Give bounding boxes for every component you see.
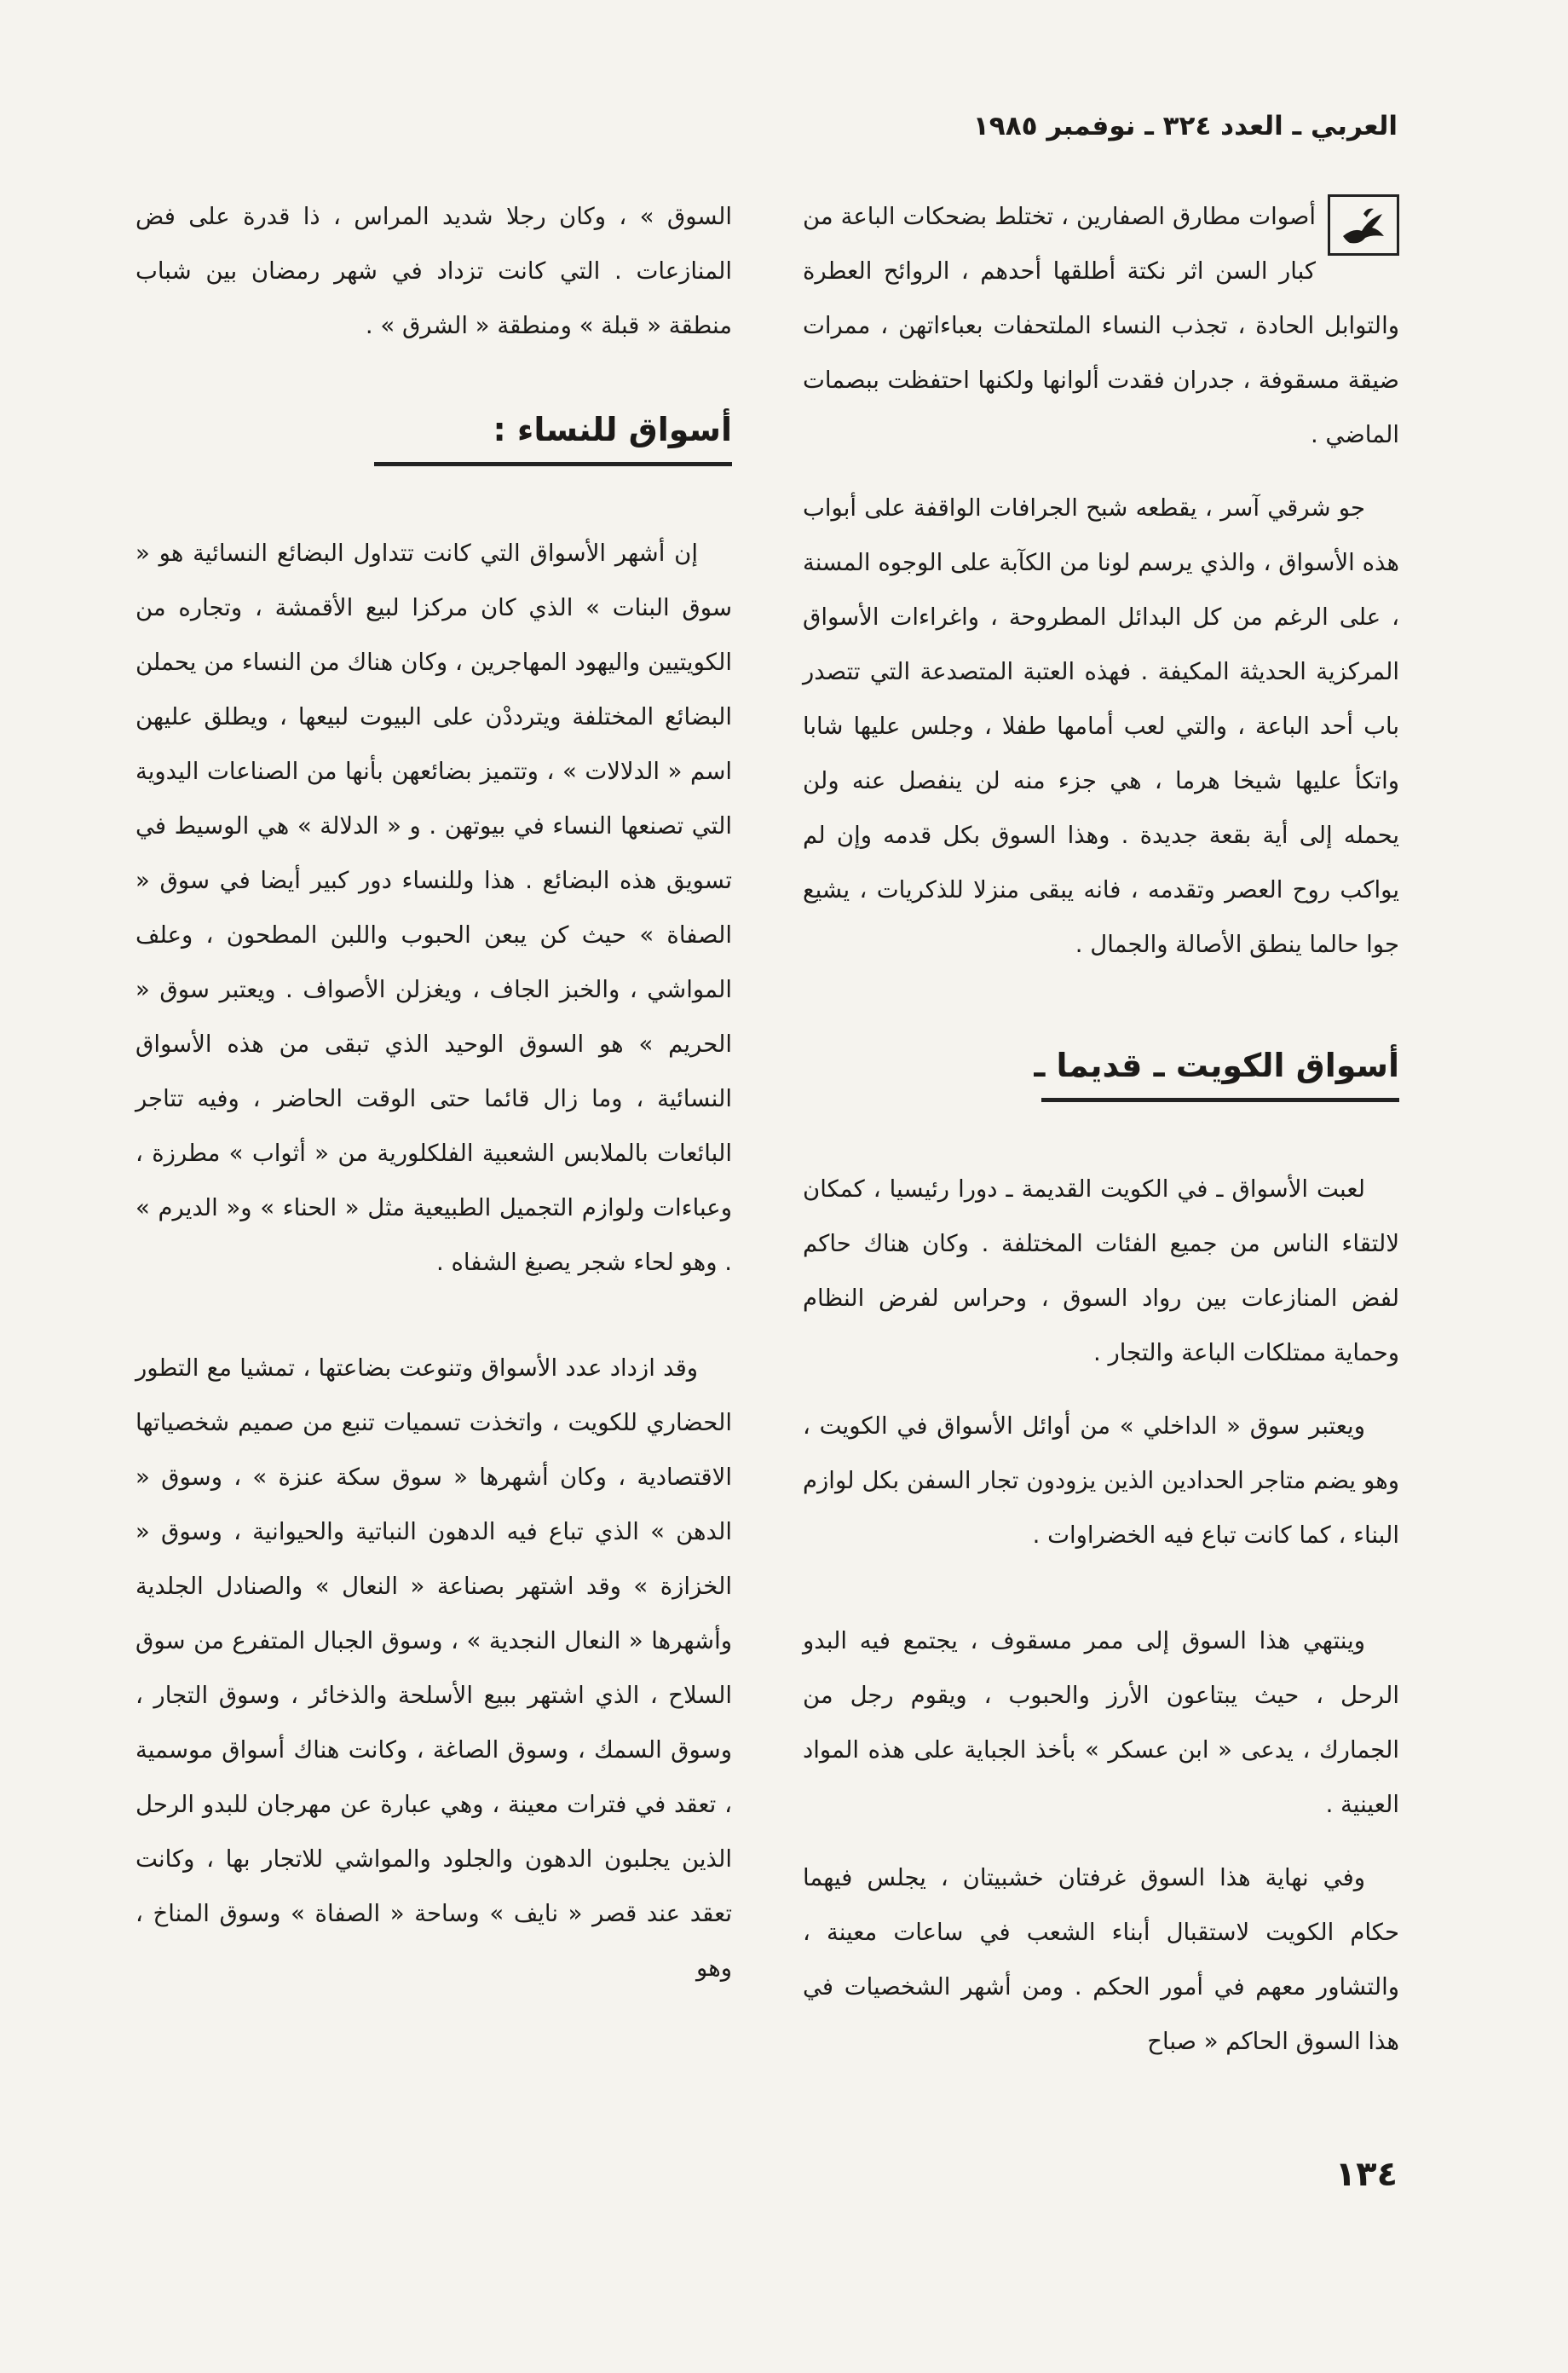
right-paragraph-6: وفي نهاية هذا السوق غرفتان خشبيتان ، يجلس فيهما حكام الكويت لاستقبال أبناء الشعب في ساعات معينة ، والتشاور معهم في أمور الحكم . ومن أشهر الشخصيات في هذا السوق الحاكم « صباح xyxy=(803,1864,1399,2055)
left-paragraph-3: وقد ازداد عدد الأسواق وتنوعت بضاعتها ، تمشيا مع التطور الحضاري للكويت ، واتخذت تسميات تنبع من صميم شخصياتها الاقتصادية ، وكان أشهرها « سوق سكة عنزة » ، وسوق « الدهن » الذي تباع فيه الدهون النباتية والحيوانية ، وسوق « الخزازة » وقد اشتهر بصناعة « النعال » والصنادل الجلدية وأشهرها « النعال النجدية » ، وسوق الجبال المتفرع من سوق السلاح ، الذي اشتهر ببيع الأسلحة والذخائر ، وسوق التجار ، وسوق السمك ، وسوق الصاغة ، وكانت هناك أسواق موسمية ، تعقد في فترات معينة ، وهي عبارة عن مهرجان للبدو الرحل الذين يجلبون الدهون والجلود والمواشي للاتجار بها ، وكانت تعقد عند قصر « نايف » وساحة « الصفاة » وسوق المناخ ، وهو xyxy=(135,1354,732,1982)
left-column xyxy=(135,189,732,1995)
heading-underline xyxy=(1041,1098,1399,1102)
running-header: العربي ـ العدد ٣٢٤ ـ نوفمبر ١٩٨٥ xyxy=(972,111,1398,141)
left-paragraph-2: إن أشهر الأسواق التي كانت تتداول البضائع النسائية هو « سوق البنات » الذي كان مركزا لبيع الأقمشة ، وتجاره من الكويتيين واليهود المهاجرين ، وكان هناك من النساء من يحملن البضائع المختلفة ويترددْن على البيوت لبيعها ، ويطلق عليهن اسم « الدلالات » ، وتتميز بضائعهن بأنها من الصناعات اليدوية التي تصنعها النساء في بيوتهن . و « الدلالة » هي الوسيط في تسويق هذه البضائع . هذا وللنساء دور كبير أيضا في سوق « الصفاة » حيث كن يبعن الحبوب واللبن المطحون ، وعلف المواشي ، والخبز الجاف ، ويغزلن الأصواف . ويعتبر سوق « الحريم » هو السوق الوحيد الذي تبقى من هذه الأسواق النسائية ، وما زال قائما حتى الوقت الحاضر ، وفيه تتاجر البائعات بالملابس الشعبية الفلكلورية من « أثواب » مطرزة ، وعباءات ولوازم التجميل الطبيعية مثل « الحناء » و« الديرم » . وهو لحاء شجر يصبغ الشفاه . xyxy=(135,540,732,1276)
right-paragraph-2: جو شرقي آسر ، يقطعه شبح الجرافات الواقفة على أبواب هذه الأسواق ، والذي يرسم لونا من الكآبة على الوجوه المسنة ، على الرغم من كل البدائل المطروحة ، واغراءات الأسواق المركزية الحديثة المكيفة . فهذه العتبة المتصدعة التي تتصدر باب أحد الباعة ، والتي لعب أمامها طفلا ، وجلس عليها شابا واتكأ عليها شيخا هرما ، هي جزء منه لن ينفصل عنه ولن يحمله إلى أية بقعة جديدة . وهذا السوق بكل قدمه وإن لم يواكب روح العصر وتقدمه ، فانه يبقى منزلا للذكريات ، يشيع جوا حالما ينطق الأصالة والجمال . xyxy=(803,494,1399,958)
heading-text: أسواق الكويت ـ قديما ـ xyxy=(1034,1047,1399,1084)
right-paragraph-3: لعبت الأسواق ـ في الكويت القديمة ـ دورا رئيسيا ، كمكان لالتقاء الناس من جميع الفئات المختلفة . وكان هناك حاكم لفض المنازعات بين رواد السوق ، وحراس لفرض النظام وحماية ممتلكات الباعة والتجار . xyxy=(803,1175,1399,1366)
right-column xyxy=(803,189,1399,2069)
intro-paragraph: أصوات مطارق الصفارين ، تختلط بضحكات الباعة من كبار السن اثر نكتة أطلقها أحدهم ، الروائح العطرة والتوابل الحادة ، تجذب النساء الملتحفات بعباءاتهن ، ممرات ضيقة مسقوفة ، جدران فقدت ألوانها ولكنها احتفظت ببصمات الماضي . xyxy=(803,189,1399,462)
left-paragraph-1: السوق » ، وكان رجلا شديد المراس ، ذا قدرة على فض المنازعات . التي كانت تزداد في شهر رمضان بين شباب منطقة « قبلة » ومنطقة « الشرق » . xyxy=(135,203,732,339)
section-heading-women-markets xyxy=(374,404,732,466)
bird-emblem-icon xyxy=(1328,194,1399,256)
right-paragraph-4: ويعتبر سوق « الداخلي » من أوائل الأسواق في الكويت ، وهو يضم متاجر الحدادين الذين يزودون تجار السفن بكل لوازم البناء ، كما كانت تباع فيه الخضراوات . xyxy=(803,1412,1399,1549)
heading-text: أسواق للنساء : xyxy=(493,411,732,448)
right-paragraph-5: وينتهي هذا السوق إلى ممر مسقوف ، يجتمع فيه البدو الرحل ، حيث يبتاعون الأرز والحبوب ، ويقوم رجل من الجمارك ، يدعى « ابن عسكر » بأخذ الجباية على هذه المواد العينية . xyxy=(803,1627,1399,1818)
section-heading-kuwait-markets xyxy=(1034,1040,1399,1102)
heading-underline xyxy=(374,462,732,466)
page-number: ١٣٤ xyxy=(1335,2155,1398,2194)
